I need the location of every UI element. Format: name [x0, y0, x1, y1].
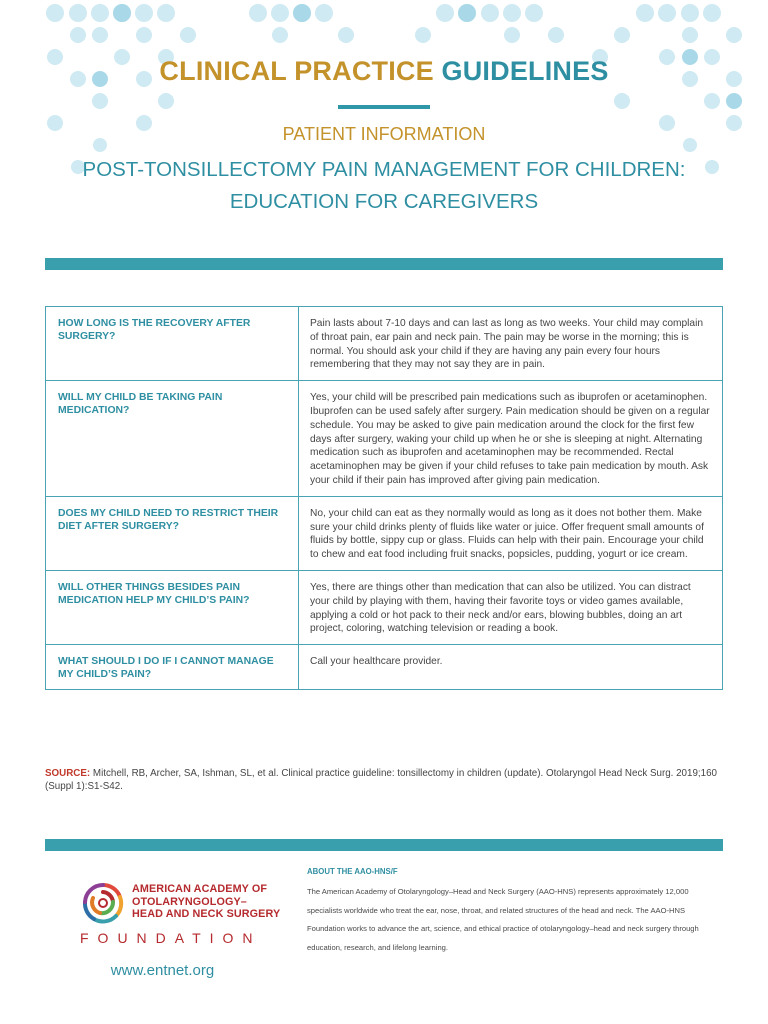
title-part-clinical-practice: CLINICAL PRACTICE	[159, 56, 434, 86]
patient-information-label: PATIENT INFORMATION	[282, 124, 486, 144]
main-heading	[0, 154, 768, 218]
qa-row	[46, 570, 723, 644]
qa-question: DOES MY CHILD NEED TO RESTRICT THEIR DIET AFTER SURGERY?	[46, 496, 299, 570]
bottom-divider-band	[45, 839, 723, 851]
qa-answer: Pain lasts about 7-10 days and can last as long as two weeks. Your child may complain of throat pain, ear pain and neck pain. The pain may be worse in the morning; this is normal. You should ask your child if they are having any pain every four hours remembering that they may not say they are in pain.	[299, 307, 723, 381]
qa-row	[46, 381, 723, 497]
qa-row	[46, 496, 723, 570]
top-divider-band	[45, 258, 723, 270]
organization-name-line-3: HEAD AND NECK SURGERY	[132, 908, 281, 920]
title-part-guidelines: GUIDELINES	[441, 56, 609, 86]
organization-name	[132, 883, 280, 921]
qa-answer: Call your healthcare provider.	[299, 645, 723, 690]
foundation-logo-icon	[80, 880, 126, 926]
qa-row	[46, 307, 723, 381]
about-text: The American Academy of Otolaryngology–Head and Neck Surgery (AAO-HNS) represents approximately 12,000 specialists worldwide who treat the ear, nose, throat, and related structures of the head and neck. The AAO-HNS Foundation works to advance the art, science, and ethical practice of otolaryngology–head and neck surgery through education, research, and lifelong learning.	[307, 887, 699, 952]
qa-question: WILL OTHER THINGS BESIDES PAIN MEDICATION HELP MY CHILD’S PAIN?	[46, 570, 299, 644]
title-divider	[338, 105, 430, 109]
qa-answer: Yes, your child will be prescribed pain medications such as ibuprofen or acetaminophen. Ibuprofen can be used safely after surgery. Pain medication should be given on a regular schedule. You may be asked to give pain medication around the clock for the first few days after surgery, waking your child up when he or she is sleeping at night. Alternating medication such as ibuprofen and acetaminophen may be recommended. Rectal acetaminophen may be given if your child refuses to take pain medication by mouth. Ask your child if their pain has improved after giving pain medication.	[299, 381, 723, 497]
qa-row	[46, 645, 723, 690]
main-heading-line-1: POST-TONSILLECTOMY PAIN MANAGEMENT FOR CHILDREN:	[82, 158, 686, 181]
qa-answer: No, your child can eat as they normally would as long as it does not bother them. Make sure your child drinks plenty of fluids like water or juice. Offer frequent small amounts of fluids by bottle, sippy cup or glass. Fluids can help with their pain. Encourage your child to chew and eat food including fruit snacks, popsicles, pudding, yogurt or ice cream.	[299, 496, 723, 570]
source-text: Mitchell, RB, Archer, SA, Ishman, SL, et al. Clinical practice guideline: tonsillectomy in children (update). Otolaryngol Head Neck Surg. 2019;160 (Suppl 1):S1-S42.	[45, 768, 717, 792]
document-title	[0, 56, 768, 87]
qa-answer: Yes, there are things other than medication that can also be utilized. You can distract your child by playing with them, having their favorite toys or video games available, applying a cold or hot pack to their neck and/or ears, blowing bubbles, doing an art project, coloring, watching television or reading a book.	[299, 570, 723, 644]
source-label: SOURCE:	[45, 768, 91, 779]
qa-question: HOW LONG IS THE RECOVERY AFTER SURGERY?	[46, 307, 299, 381]
about-heading: ABOUT THE AAO-HNS/F	[307, 867, 398, 876]
website-link[interactable]: www.entnet.org	[110, 962, 215, 979]
qa-question: WHAT SHOULD I DO IF I CANNOT MANAGE MY CHILD’S PAIN?	[46, 645, 299, 690]
source-citation	[45, 767, 725, 793]
organization-foundation-label: FOUNDATION	[80, 930, 262, 946]
qa-table	[45, 306, 723, 690]
main-heading-line-2: EDUCATION FOR CAREGIVERS	[229, 190, 539, 213]
organization-name-line-2: OTOLARYNGOLOGY–	[132, 895, 247, 908]
qa-question: WILL MY CHILD BE TAKING PAIN MEDICATION?	[46, 381, 299, 497]
organization-name-line-1: AMERICAN ACADEMY OF	[132, 883, 268, 895]
